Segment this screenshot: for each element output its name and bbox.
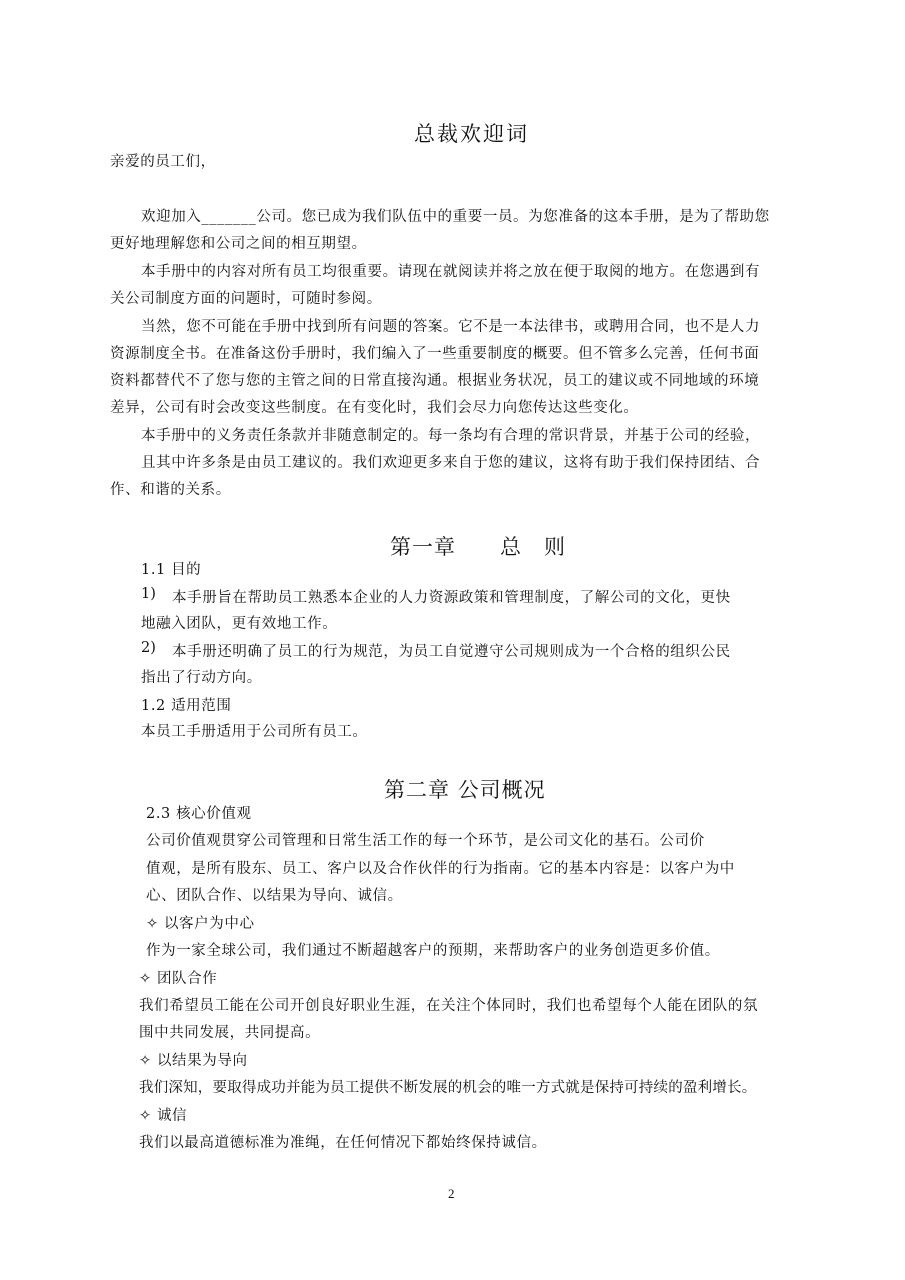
welcome-paragraph-1-line-2: 更好地理解您和公司之间的相互期望。: [110, 236, 367, 252]
chapter-1-title: 第一章 总 则: [390, 535, 566, 559]
welcome-paragraph-2-line-2: 关公司制度方面的问题时，可随时参阅。: [110, 291, 382, 307]
value-integrity-text: 我们以最高道德标准为准绳，在任何情况下都始终保持诚信。: [139, 1135, 547, 1151]
list-item-2-number: 2): [141, 640, 156, 656]
value-customer-title: ✧ 以客户为中心: [146, 916, 255, 932]
core-values-intro-line-2: 值观，是所有股东、员工、客户以及合作伙伴的行为指南。它的基本内容是：以客户为中: [146, 861, 735, 877]
list-item-1-number: 1): [141, 586, 156, 602]
section-1-2-text: 本员工手册适用于公司所有员工。: [141, 724, 368, 740]
value-integrity-title: ✧ 诚信: [139, 1108, 188, 1124]
welcome-title: 总裁欢迎词: [414, 122, 529, 146]
salutation: 亲爱的员工们，: [110, 154, 216, 170]
welcome-paragraph-3-line-3: 资料都替代不了您与您的主管之间的日常直接沟通。根据业务状况，员工的建议或不同地域的环境: [110, 373, 760, 389]
chapter-2-title: 第二章 公司概况: [384, 778, 546, 802]
section-1-1-heading: 1.1 目的: [141, 562, 202, 578]
value-teamwork-text-line-2: 围中共同发展，共同提高。: [139, 1025, 321, 1041]
value-customer-text: 作为一家全球公司，我们通过不断超越客户的预期，来帮助客户的业务创造更多价值。: [146, 943, 720, 959]
core-values-intro-line-3: 心、团队合作、以结果为导向、诚信。: [146, 888, 403, 904]
welcome-paragraph-3-line-2: 资源制度全书。在准备这份手册时，我们编入了一些重要制度的概要。但不管多么完善，任何书面: [110, 346, 760, 362]
list-item-1-line-1: 本手册旨在帮助员工熟悉本企业的人力资源政策和管理制度，了解公司的文化，更快: [172, 590, 731, 606]
welcome-paragraph-4-line-1: 本手册中的义务责任条款并非随意制定的。每一条均有合理的常识背景，并基于公司的经验，: [141, 428, 761, 444]
welcome-paragraph-4-line-3: 作、和谐的关系。: [110, 482, 231, 498]
list-item-2-line-2: 指出了行动方向。: [141, 670, 262, 686]
welcome-paragraph-1-line-1: 欢迎加入_______公司。您已成为我们队伍中的重要一员。为您准备的这本手册，是为了帮助您: [141, 209, 770, 225]
welcome-paragraph-3-line-4: 差异，公司有时会改变这些制度。在有变化时，我们会尽力向您传达这些变化。: [110, 400, 639, 416]
section-2-3-heading: 2.3 核心价值观: [146, 806, 252, 822]
welcome-paragraph-2-line-1: 本手册中的内容对所有员工均很重要。请现在就阅读并将之放在便于取阅的地方。在您遇到有: [141, 264, 761, 280]
value-teamwork-title: ✧ 团队合作: [139, 971, 218, 987]
core-values-intro-line-1: 公司价值观贯穿公司管理和日常生活工作的每一个环节，是公司文化的基石。公司价: [146, 833, 705, 849]
value-teamwork-text-line-1: 我们希望员工能在公司开创良好职业生涯，在关注个体同时，我们也希望每个人能在团队的氛: [139, 998, 759, 1014]
welcome-paragraph-4-line-2: 且其中许多条是由员工建议的。我们欢迎更多来自于您的建议，这将有助于我们保持团结、合: [141, 455, 761, 471]
list-item-1-line-2: 地融入团队，更有效地工作。: [141, 616, 338, 632]
section-1-2-heading: 1.2 适用范围: [141, 698, 232, 714]
value-results-title: ✧ 以结果为导向: [139, 1053, 248, 1069]
welcome-paragraph-3-line-1: 当然，您不可能在手册中找到所有问题的答案。它不是一本法律书，或聘用合同，也不是人力: [141, 319, 761, 335]
list-item-2-line-1: 本手册还明确了员工的行为规范，为员工自觉遵守公司规则成为一个合格的组织公民: [172, 644, 731, 660]
page-number: 2: [448, 1186, 455, 1201]
value-results-text: 我们深知，要取得成功并能为员工提供不断发展的机会的唯一方式就是保持可持续的盈利增长。: [139, 1080, 757, 1096]
